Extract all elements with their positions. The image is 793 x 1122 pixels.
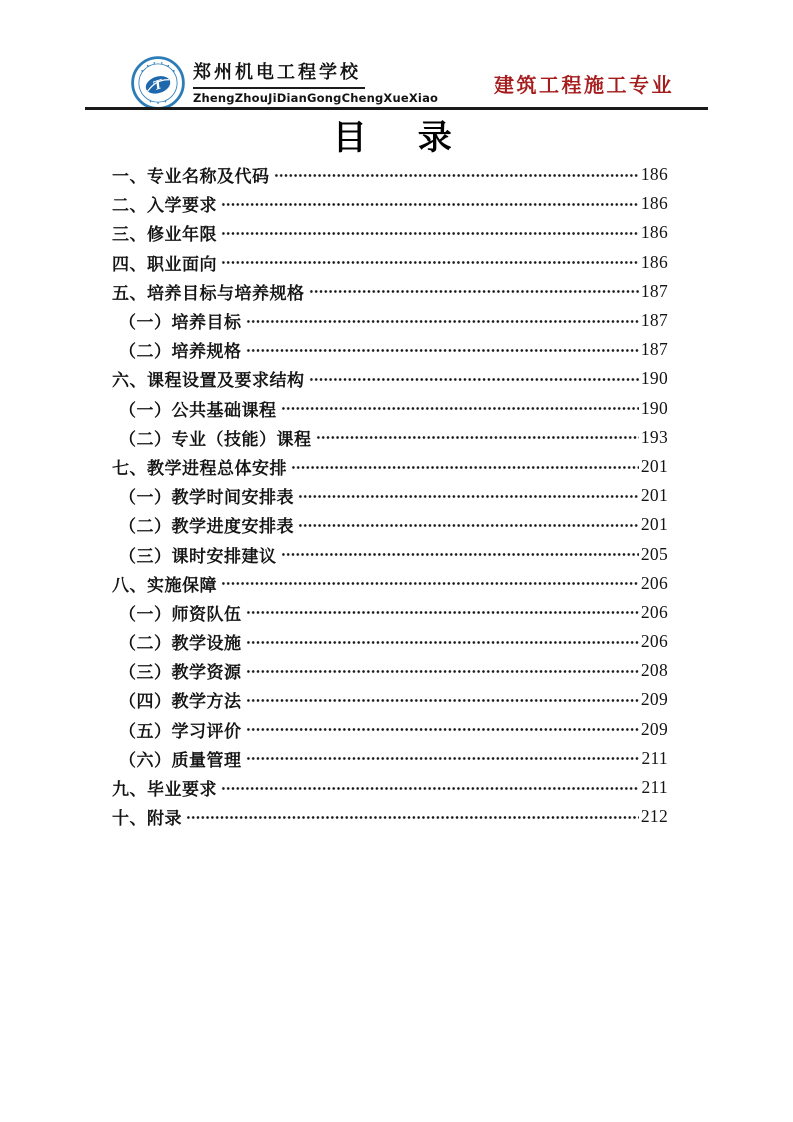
toc-item[interactable] <box>112 656 668 685</box>
toc-item[interactable] <box>112 423 668 452</box>
toc-item[interactable] <box>112 364 668 393</box>
toc-item-page: 209 <box>640 718 668 739</box>
toc-item-page: 206 <box>640 601 668 622</box>
toc-item-page: 209 <box>640 689 668 710</box>
toc-item-label: 五、培养目标与培养规格 <box>112 283 305 304</box>
toc-item-label: （五）学习评价 <box>119 721 242 742</box>
toc-item-label: （六）质量管理 <box>119 750 242 771</box>
toc-leader-dots <box>221 189 639 218</box>
toc-leader-dots <box>291 452 639 481</box>
toc-item-label: 十、附录 <box>112 809 182 830</box>
toc-leader-dots <box>221 218 639 247</box>
toc-item-label: 七、教学进程总体安排 <box>112 458 287 479</box>
toc-item-label: （三）课时安排建议 <box>119 546 277 567</box>
toc-item-page: 193 <box>640 426 668 447</box>
toc-leader-dots <box>246 744 640 773</box>
toc-item-page: 201 <box>640 485 668 506</box>
toc-item-label: （一）教学时间安排表 <box>119 488 294 509</box>
svg-text:T: T <box>151 77 165 94</box>
toc-item[interactable] <box>112 539 668 568</box>
toc-item-label: 六、课程设置及要求结构 <box>112 371 305 392</box>
toc-item-page: 186 <box>640 251 668 272</box>
toc-leader-dots <box>298 481 639 510</box>
toc-item-page: 205 <box>640 543 668 564</box>
toc-item[interactable] <box>112 218 668 247</box>
toc-leader-dots <box>281 394 639 423</box>
toc-item[interactable] <box>112 335 668 364</box>
toc-leader-dots <box>246 306 639 335</box>
toc-item-page: 186 <box>640 164 668 185</box>
toc-item[interactable] <box>112 510 668 539</box>
toc-item-page: 201 <box>640 514 668 535</box>
toc-leader-dots <box>316 423 639 452</box>
toc-item-label: （一）培养目标 <box>119 313 242 334</box>
page-title: 目 录 <box>332 118 461 158</box>
toc-leader-dots <box>246 335 639 364</box>
toc-leader-dots <box>246 715 639 744</box>
toc-item-page: 187 <box>640 339 668 360</box>
toc-leader-dots <box>246 627 639 656</box>
toc-item-label: （三）教学资源 <box>119 663 242 684</box>
toc-item-label: 二、入学要求 <box>112 196 217 217</box>
toc-item-label: 三、修业年限 <box>112 225 217 246</box>
toc-item[interactable] <box>112 598 668 627</box>
toc-leader-dots <box>246 598 639 627</box>
toc-item-page: 206 <box>640 631 668 652</box>
toc-item-page: 187 <box>640 310 668 331</box>
toc-item[interactable] <box>112 189 668 218</box>
toc-item-page: 186 <box>640 193 668 214</box>
toc-item-page: 211 <box>641 747 668 768</box>
toc-item-page: 186 <box>640 222 668 243</box>
toc-leader-dots <box>281 539 639 568</box>
toc-leader-dots <box>274 160 639 189</box>
toc-item-page: 190 <box>640 397 668 418</box>
toc-item[interactable] <box>112 481 668 510</box>
toc-item-page: 212 <box>640 806 668 827</box>
toc-leader-dots <box>298 510 639 539</box>
toc-leader-dots <box>309 364 639 393</box>
toc-item[interactable] <box>112 277 668 306</box>
toc-item-page: 187 <box>640 280 668 301</box>
toc-item[interactable] <box>112 685 668 714</box>
school-emblem-icon <box>130 55 186 111</box>
toc-item[interactable] <box>112 802 668 831</box>
toc-item-page: 211 <box>641 777 668 798</box>
toc-leader-dots <box>221 773 639 802</box>
toc-item-label: （一）师资队伍 <box>119 604 242 625</box>
toc-item[interactable] <box>112 394 668 423</box>
toc-leader-dots <box>246 685 639 714</box>
toc-item-label: （二）教学设施 <box>119 634 242 655</box>
toc-item[interactable] <box>112 773 668 802</box>
toc-item-label: 四、职业面向 <box>112 254 217 275</box>
school-name-pinyin: ZhengZhouJiDianGongChengXueXiao <box>193 91 439 105</box>
toc-item-label: （二）教学进度安排表 <box>119 517 294 538</box>
school-name: 郑州机电工程学校 <box>193 58 365 89</box>
program-name: 建筑工程施工专业 <box>494 73 674 97</box>
toc-item-label: 一、专业名称及代码 <box>112 167 270 188</box>
toc-item-label: （四）教学方法 <box>119 692 242 713</box>
toc-leader-dots <box>309 277 639 306</box>
toc-item[interactable] <box>112 569 668 598</box>
school-name-block <box>193 58 438 105</box>
toc-leader-dots <box>246 656 639 685</box>
toc-item[interactable] <box>112 627 668 656</box>
toc-item[interactable] <box>112 452 668 481</box>
toc-item-page: 208 <box>640 660 668 681</box>
toc-leader-dots <box>221 248 639 277</box>
toc-list <box>112 160 668 831</box>
toc-item-label: （二）专业（技能）课程 <box>119 429 312 450</box>
toc-leader-dots <box>221 569 639 598</box>
toc-item-page: 201 <box>640 455 668 476</box>
toc-item[interactable] <box>112 160 668 189</box>
toc-leader-dots <box>186 802 639 831</box>
toc-item[interactable] <box>112 306 668 335</box>
toc-item-label: （二）培养规格 <box>119 342 242 363</box>
toc-item[interactable] <box>112 248 668 277</box>
toc-item-page: 206 <box>640 572 668 593</box>
toc-item[interactable] <box>112 715 668 744</box>
toc-item-label: 九、毕业要求 <box>112 780 217 801</box>
toc-item[interactable] <box>112 744 668 773</box>
toc-item-label: （一）公共基础课程 <box>119 400 277 421</box>
toc-item-label: 八、实施保障 <box>112 575 217 596</box>
toc-item-page: 190 <box>640 368 668 389</box>
